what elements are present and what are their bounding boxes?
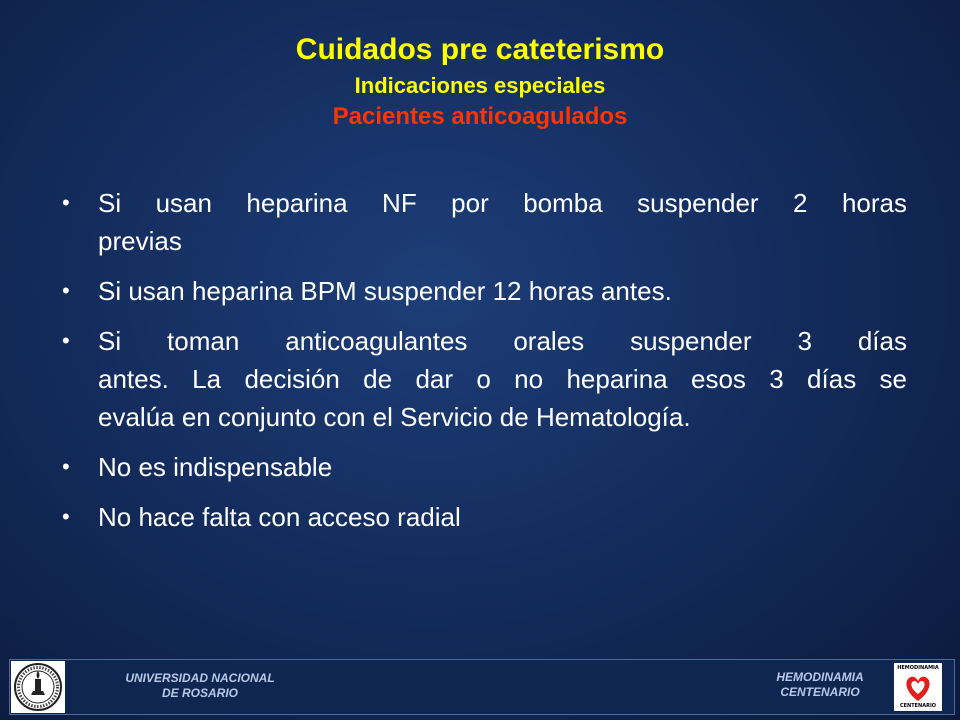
footer-right-line: HEMODINAMIA xyxy=(776,670,864,684)
bullet-list xyxy=(62,184,907,548)
bullet-line: evalúa en conjunto con el Servicio de Hematología. xyxy=(98,402,691,432)
bullet-line: Si toman anticoagulantes orales suspender 3 días xyxy=(98,326,907,356)
bullet-icon: • xyxy=(62,328,70,353)
bullet-line: previas xyxy=(98,226,182,256)
bullet-item xyxy=(62,272,907,310)
slide-subtitle: Indicaciones especiales xyxy=(354,73,606,98)
footer-right-line: CENTENARIO xyxy=(780,685,860,699)
bullet-icon: • xyxy=(62,190,70,215)
footer-bar xyxy=(9,659,955,715)
footer-left-line: UNIVERSIDAD NACIONAL xyxy=(125,671,275,685)
footer-hemodinamia-label xyxy=(745,670,895,700)
footer-university-label xyxy=(110,671,290,701)
university-seal-icon xyxy=(11,661,65,713)
bullet-icon: • xyxy=(62,454,70,479)
bullet-line: Si usan heparina NF por bomba suspender 2 horas xyxy=(98,188,907,218)
bullet-icon: • xyxy=(62,278,70,303)
bullet-item xyxy=(62,498,907,536)
slide-title: Cuidados pre cateterismo xyxy=(295,33,665,66)
logo-top-text: HEMODINAMIA xyxy=(897,665,939,671)
bullet-item xyxy=(62,184,907,260)
slide-title-block xyxy=(0,30,960,134)
slide-subtitle-red: Pacientes anticoagulados xyxy=(332,103,628,130)
footer-left-line: DE ROSARIO xyxy=(161,686,238,700)
bullet-line: No hace falta con acceso radial xyxy=(98,502,461,532)
bullet-line: antes. La decisión de dar o no heparina esos 3 días se xyxy=(98,364,907,394)
bullet-line: Si usan heparina BPM suspender 12 horas antes. xyxy=(98,276,672,306)
bullet-icon: • xyxy=(62,504,70,529)
logo-bottom-text: CENTENARIO xyxy=(899,703,937,709)
heart-logo-icon xyxy=(894,663,942,711)
bullet-line: No es indispensable xyxy=(98,452,333,482)
bullet-item xyxy=(62,322,907,436)
bullet-item xyxy=(62,448,907,486)
